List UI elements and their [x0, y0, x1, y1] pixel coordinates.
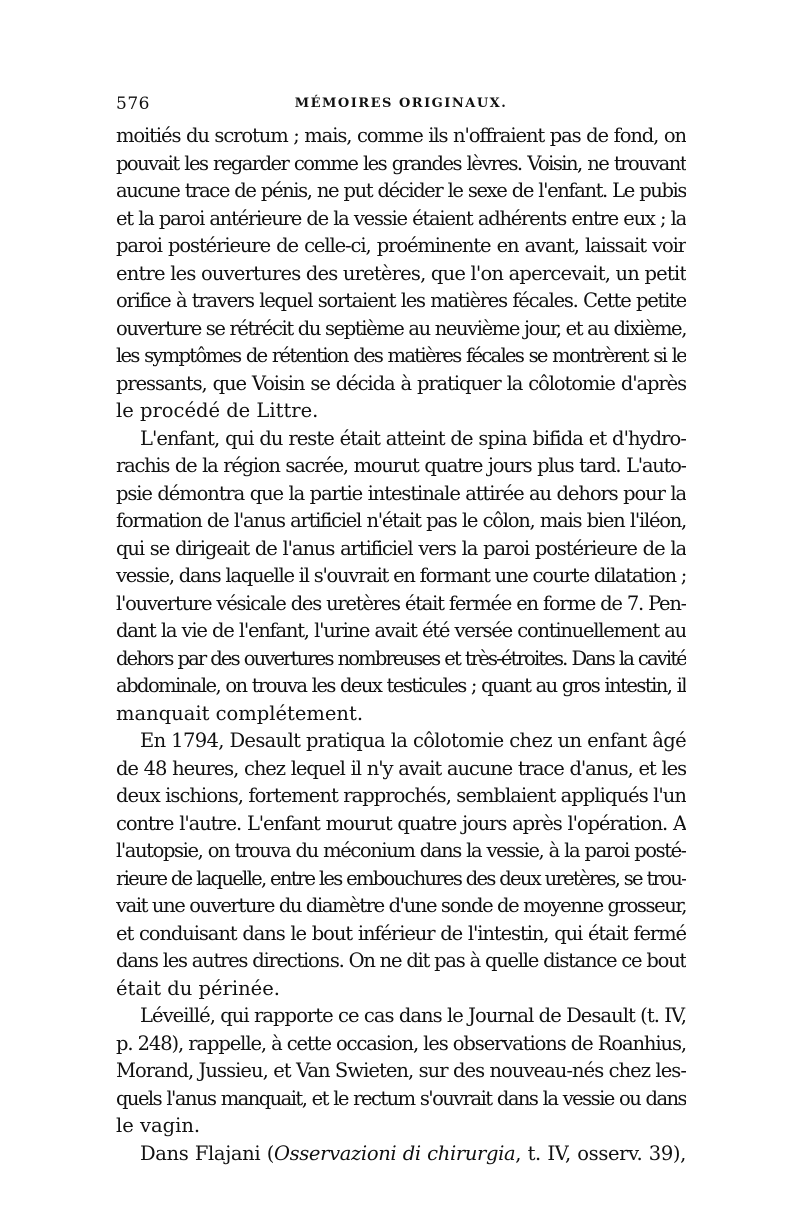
- text-line: pressants, que Voisin se décida à pratiquer la côlotomie d'après: [116, 371, 686, 395]
- paragraph-start-line: [116, 1140, 686, 1168]
- paragraph-start-line: Léveillé, qui rapporte ce cas dans le Journal de Desault (t. IV,: [140, 1004, 686, 1027]
- text-line: ouverture se rétrécit du septième au neuvième jour, et au dixième,: [116, 316, 686, 340]
- citation-text-before: Dans Flajani (: [140, 1141, 274, 1165]
- text-line: l'ouverture vésicale des uretères était fermée en forme de 7. Pen-: [116, 591, 686, 615]
- paragraph-end-line: était du périnée.: [116, 976, 280, 1000]
- text-line: abdominale, on trouva les deux testicules ; quant au gros intestin, il: [116, 674, 686, 697]
- text-line: pouvait les regarder comme les grandes lèvres. Voisin, ne trouvant: [116, 151, 686, 175]
- running-header: [116, 94, 686, 120]
- paragraph-start-line: En 1794, Desault pratiqua la côlotomie chez un enfant âgé: [140, 729, 686, 752]
- page-number: 576: [116, 94, 150, 114]
- text-line: et conduisant dans le bout inférieur de l'intestin, qui était fermé: [116, 921, 686, 945]
- text-line: deux ischions, fortement rapprochés, semblaient appliqués l'un: [116, 784, 686, 807]
- text-line: qui se dirigeait de l'anus artificiel vers la paroi postérieure de la: [116, 536, 686, 560]
- text-line: orifice à travers lequel sortaient les matières fécales. Cette petite: [116, 289, 686, 312]
- text-line: quels l'anus manquait, et le rectum s'ouvrait dans la vessie ou dans: [116, 1086, 686, 1110]
- text-line: dant la vie de l'enfant, l'urine avait été versée continuellement au: [116, 619, 686, 642]
- text-line: aucune trace de pénis, ne put décider le sexe de l'enfant. Le pubis: [116, 179, 686, 202]
- text-line: psie démontra que la partie intestinale attirée au dehors pour la: [116, 481, 686, 505]
- text-line: entre les ouvertures des uretères, que l'on apercevait, un petit: [116, 261, 686, 285]
- citation-title: Osservazioni di chirurgia: [273, 1141, 516, 1165]
- text-line: p. 248), rappelle, à cette occasion, les observations de Roanhius,: [116, 1031, 686, 1055]
- paragraph-end-line: manquait complétement.: [116, 701, 364, 725]
- text-line: rachis de la région sacrée, mourut quatre jours plus tard. L'auto-: [116, 454, 686, 477]
- paragraph-end-line: le procédé de Littre.: [116, 399, 319, 422]
- paragraph-start-line: L'enfant, qui du reste était atteint de spina bifida et d'hydro-: [140, 426, 686, 450]
- text-line: Morand, Jussieu, et Van Swieten, sur des nouveau-nés chez les-: [116, 1059, 686, 1082]
- text-line: l'autopsie, on trouva du méconium dans la vessie, à la paroi posté-: [116, 839, 686, 862]
- text-line: contre l'autre. L'enfant mourut quatre jours après l'opération. A: [116, 811, 686, 835]
- text-line: et la paroi antérieure de la vessie étaient adhérents entre eux ; la: [116, 206, 686, 230]
- body-text: [116, 122, 686, 1167]
- paragraph-end-line: le vagin.: [116, 1114, 201, 1137]
- text-line: dans les autres directions. On ne dit pas à quelle distance ce bout: [116, 949, 686, 972]
- text-line: formation de l'anus artificiel n'était pas le côlon, mais bien l'iléon,: [116, 509, 686, 532]
- text-line: vessie, dans laquelle il s'ouvrait en formant une courte dilatation ;: [116, 564, 686, 587]
- text-line: rieure de laquelle, entre les embouchures des deux uretères, se trou-: [116, 866, 686, 890]
- text-line: de 48 heures, chez lequel il n'y avait aucune trace d'anus, et les: [116, 756, 686, 780]
- text-line: moitiés du scrotum ; mais, comme ils n'offraient pas de fond, on: [116, 124, 686, 147]
- running-title: MÉMOIRES ORIGINAUX.: [294, 96, 508, 111]
- text-line: dehors par des ouvertures nombreuses et très-étroites. Dans la cavité: [116, 646, 686, 670]
- text-line: les symptômes de rétention des matières fécales se montrèrent si le: [116, 344, 686, 367]
- text-line: paroi postérieure de celle-ci, proéminente en avant, laissait voir: [116, 234, 686, 257]
- text-line: vait une ouverture du diamètre d'une sonde de moyenne grosseur,: [116, 894, 686, 917]
- citation-text-after: , t. IV, osserv. 39),: [515, 1141, 686, 1165]
